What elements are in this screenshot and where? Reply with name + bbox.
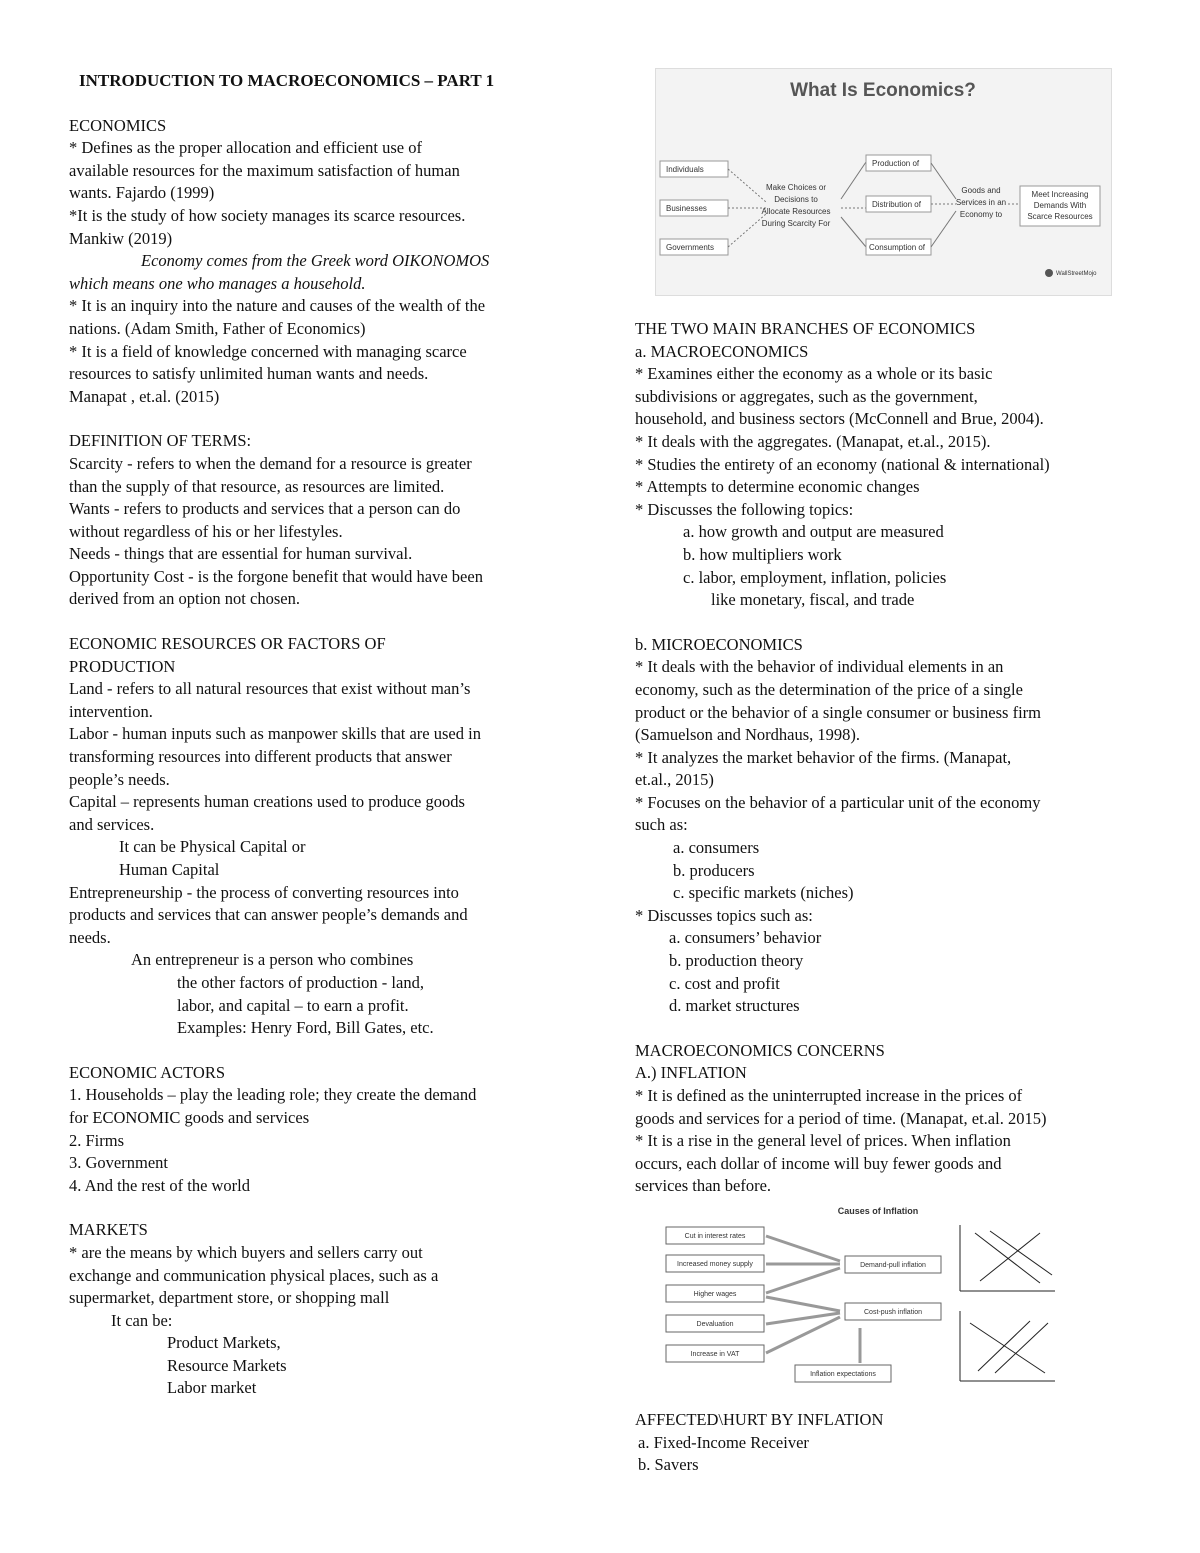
text-line: for ECONOMIC goods and services	[69, 1107, 310, 1127]
process-label: Consumption of	[869, 243, 926, 252]
expect-label: Inflation expectations	[810, 1371, 876, 1378]
list-item: b. production theory	[669, 951, 804, 971]
diagram-title: What Is Economics?	[790, 80, 976, 101]
text-line: exchange and communication physical places, such as a	[69, 1265, 439, 1285]
list-item-cont: like monetary, fiscal, and trade	[711, 590, 915, 610]
ad-as-graph-top	[960, 1225, 1055, 1291]
section-heading-resources-cont: PRODUCTION	[69, 656, 176, 676]
list-item: Resource Markets	[167, 1355, 287, 1375]
section-heading-branches: THE TWO MAIN BRANCHES OF ECONOMICS	[635, 319, 976, 338]
text-line: Wants - refers to products and services that a person can do	[69, 499, 461, 519]
section-heading-actors: ECONOMIC ACTORS	[69, 1062, 226, 1082]
text-line: than the supply of that resource, as resources are limited.	[69, 476, 445, 496]
text-line: * Discusses topics such as:	[635, 905, 813, 925]
text-line: Land - refers to all natural resources that exist without man’s	[69, 679, 471, 699]
text-line: 3. Government	[69, 1153, 168, 1173]
text-line: * It is an inquiry into the nature and causes of the wealth of the	[69, 296, 486, 316]
logo-icon	[1045, 269, 1053, 277]
text-line: nations. (Adam Smith, Father of Economics)	[69, 318, 366, 338]
list-item: d. market structures	[669, 996, 800, 1016]
choice-text: During Scarcity For	[761, 219, 831, 228]
indented-line: Examples: Henry Ford, Bill Gates, etc.	[177, 1018, 434, 1038]
box-label: Businesses	[666, 204, 707, 213]
page-title: INTRODUCTION TO MACROECONOMICS – PART 1	[79, 71, 495, 90]
text-line: subdivisions or aggregates, such as the government,	[635, 386, 978, 406]
result-text: Scarce Resources	[1027, 212, 1093, 221]
section-heading-concerns: MACROECONOMICS CONCERNS	[635, 1040, 885, 1060]
subheading-macro: a. MACROECONOMICS	[635, 341, 809, 361]
text-line: * Defines as the proper allocation and efficient use of	[69, 138, 422, 158]
text-line: supermarket, department store, or shopping mall	[69, 1288, 390, 1308]
ad-as-graph-bottom	[960, 1311, 1055, 1381]
list-item: Product Markets,	[167, 1333, 281, 1353]
text-line: Entrepreneurship - the process of converting resources into	[69, 882, 459, 902]
indented-line: labor, and capital – to earn a profit.	[177, 995, 409, 1015]
list-item: Labor market	[167, 1378, 257, 1398]
text-line: Manapat , et.al. (2015)	[69, 386, 220, 406]
text-line: Opportunity Cost - is the forgone benefit that would have been	[69, 566, 483, 586]
text-line: * It is defined as the uninterrupted increase in the prices of	[635, 1086, 1023, 1105]
text-line: 4. And the rest of the world	[69, 1175, 251, 1195]
text-line: and services.	[69, 814, 155, 834]
hurt-section	[635, 1409, 1155, 1477]
text-line: without regardless of his or her lifestyles.	[69, 521, 343, 541]
text-line: services than before.	[635, 1176, 772, 1196]
text-line: * It deals with the aggregates. (Manapat, et.al., 2015).	[635, 431, 991, 451]
text-line: * It deals with the behavior of individual elements in an	[635, 657, 1004, 677]
text-line: needs.	[69, 927, 111, 947]
box-label: Individuals	[666, 165, 704, 174]
indented-line: It can be Physical Capital or	[119, 837, 306, 857]
section-heading-economics: ECONOMICS	[69, 115, 167, 135]
text-line: Needs - things that are essential for human survival.	[69, 544, 413, 564]
list-item: c. labor, employment, inflation, policies	[683, 567, 947, 587]
list-item: b. Savers	[638, 1455, 699, 1475]
text-line: Capital – represents human creations used to produce goods	[69, 792, 465, 812]
type-label: Cost-push inflation	[864, 1309, 922, 1316]
section-heading-markets: MARKETS	[69, 1220, 148, 1240]
cause-label: Increase in VAT	[690, 1351, 740, 1358]
text-line: (Samuelson and Nordhaus, 1998).	[635, 725, 861, 745]
text-line: people’s needs.	[69, 769, 170, 789]
left-column	[69, 70, 569, 1400]
text-line: * Focuses on the behavior of a particular unit of the economy	[635, 792, 1041, 812]
text-line: such as:	[635, 815, 688, 835]
list-item: a. how growth and output are measured	[683, 522, 944, 542]
diagram-title: Causes of Inflation	[837, 1206, 919, 1216]
cause-label: Higher wages	[693, 1291, 737, 1298]
list-item: a. consumers	[673, 838, 760, 858]
text-line: available resources for the maximum satisfaction of human	[69, 160, 460, 180]
process-label: Distribution of	[872, 200, 921, 209]
text-line: resources to satisfy unlimited human wants and needs.	[69, 364, 429, 384]
section-heading-terms: DEFINITION OF TERMS:	[69, 431, 252, 451]
list-item: b. how multipliers work	[683, 544, 842, 564]
cause-label: Increased money supply	[677, 1261, 753, 1268]
process-label: Production of	[872, 159, 920, 168]
text-line: * are the means by which buyers and sellers carry out	[69, 1242, 423, 1262]
result-text: Demands With	[1033, 201, 1087, 210]
text-line: 1. Households – play the leading role; they create the demand	[69, 1085, 477, 1105]
result-text: Meet Increasing	[1031, 190, 1089, 199]
list-item: c. specific markets (niches)	[673, 883, 854, 903]
text-line: * It is a rise in the general level of prices. When inflation	[635, 1131, 1011, 1151]
box-label: Governments	[666, 243, 715, 252]
italic-note: Economy comes from the Greek word OIKONOMOS	[141, 251, 490, 271]
text-line: * Attempts to determine economic changes	[635, 477, 920, 497]
indented-line: Human Capital	[119, 860, 220, 879]
indented-line: the other factors of production - land,	[177, 972, 424, 992]
list-item: c. cost and profit	[669, 973, 780, 993]
text-line: goods and services for a period of time. (Manapat, et.al. 2015)	[635, 1108, 1047, 1128]
text-line: *It is the study of how society manages its scarce resources.	[69, 205, 466, 225]
text-line: wants. Fajardo (1999)	[69, 183, 215, 203]
text-line: transforming resources into different products that answer	[69, 747, 452, 767]
text-line: * Studies the entirety of an economy (national & international)	[635, 454, 1050, 474]
text-line: product or the behavior of a single consumer or business firm	[635, 702, 1041, 722]
list-item: a. Fixed-Income Receiver	[638, 1432, 809, 1452]
text-line: * Discusses the following topics:	[635, 499, 854, 519]
text-line: et.al., 2015)	[635, 770, 714, 790]
list-item: a. consumers’ behavior	[669, 928, 822, 948]
type-label: Demand-pull inflation	[860, 1262, 926, 1269]
indented-line: It can be:	[111, 1310, 173, 1330]
text-line: economy, such as the determination of the price of a single	[635, 679, 1023, 699]
text-line: Labor - human inputs such as manpower skills that are used in	[69, 724, 481, 744]
text-line: * Examines either the economy as a whole or its basic	[635, 364, 993, 384]
logo-text: WallStreetMojo	[1056, 271, 1097, 277]
section-heading-hurt: AFFECTED\HURT BY INFLATION	[635, 1410, 884, 1429]
right-column	[635, 318, 1155, 1198]
cause-label: Cut in interest rates	[684, 1233, 746, 1240]
indented-line: An entrepreneur is a person who combines	[131, 950, 414, 970]
text-line: intervention.	[69, 701, 153, 721]
italic-note: which means one who manages a household.	[69, 273, 366, 293]
text-line: occurs, each dollar of income will buy fewer goods and	[635, 1153, 1002, 1173]
choice-text: Allocate Resources	[761, 207, 831, 216]
text-line: 2. Firms	[69, 1130, 125, 1150]
text-line: * It analyzes the market behavior of the firms. (Manapat,	[635, 747, 1012, 767]
list-item: b. producers	[673, 860, 755, 880]
text-line: products and services that can answer people’s demands and	[69, 905, 468, 925]
goods-text: Economy to	[959, 210, 1003, 219]
choice-text: Make Choices or	[765, 183, 827, 192]
text-line: * It is a field of knowledge concerned with managing scarce	[69, 341, 467, 361]
what-is-economics-diagram	[655, 68, 1112, 296]
causes-of-inflation-diagram	[660, 1203, 1105, 1395]
subheading-inflation: A.) INFLATION	[635, 1063, 747, 1083]
choice-text: Decisions to	[774, 195, 818, 204]
cause-label: Devaluation	[696, 1321, 734, 1328]
text-line: derived from an option not chosen.	[69, 589, 300, 609]
text-line: household, and business sectors (McConnell and Brue, 2004).	[635, 409, 1044, 429]
text-line: Scarcity - refers to when the demand for a resource is greater	[69, 453, 472, 473]
section-heading-resources: ECONOMIC RESOURCES OR FACTORS OF	[69, 634, 386, 654]
goods-text: Goods and	[961, 186, 1001, 195]
goods-text: Services in an	[955, 198, 1007, 207]
subheading-micro: b. MICROECONOMICS	[635, 634, 803, 654]
text-line: Mankiw (2019)	[69, 228, 173, 248]
